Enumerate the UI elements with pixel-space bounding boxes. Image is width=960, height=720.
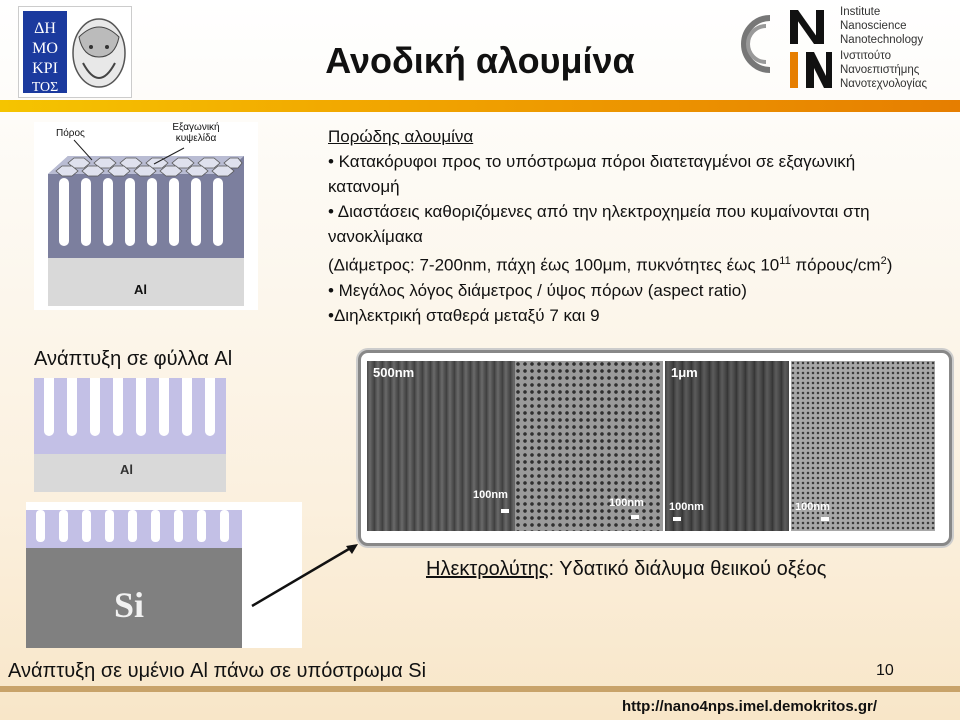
sem-image-top-view-2 [791, 361, 935, 531]
institute-line: Nanotechnology [840, 34, 924, 46]
section-heading: Πορώδης αλουμίνα [328, 127, 474, 146]
al-sheet-label: Al [120, 462, 133, 477]
institute-line: Nanoscience [840, 20, 907, 32]
si-growth-caption: Ανάπτυξη σε υμένιο Al πάνω σε υπόστρωμα Si [8, 660, 427, 682]
al-sheet-diagram [34, 378, 226, 492]
svg-text:ΚΡΙ: ΚΡΙ [32, 60, 58, 77]
text-block [328, 124, 928, 328]
svg-text:ΜΟ: ΜΟ [32, 40, 58, 57]
pore-label: Πόρος [56, 128, 85, 139]
electrolyte-label: Ηλεκτρολύτης [426, 558, 549, 580]
sem-scale-label: 100nm [609, 497, 644, 509]
bullet-dimensions: • Διαστάσεις καθοριζόμενες από την ηλεκτροχημεία που κυμαίνονται στη νανοκλίμακα [328, 202, 870, 246]
al-label: Al [134, 282, 147, 297]
bullet-vertical-pores: • Κατακόρυφοι προς το υπόστρωμα πόροι διατεταγμένοι σε εξαγωνική κατανομή [328, 152, 856, 196]
sem-image-cross-section-1 [367, 361, 515, 531]
sem-image-cross-section-2 [665, 361, 789, 531]
sem-scale-label: 500nm [373, 365, 415, 380]
si-label: Si [114, 585, 145, 625]
svg-text:ΔΗ: ΔΗ [34, 20, 56, 37]
institute-line: Ινστιτούτο [840, 50, 891, 62]
sheet-growth-caption: Ανάπτυξη σε φύλλα Al [34, 348, 233, 370]
dims-text-c: ) [886, 255, 893, 275]
institute-line: Institute [840, 6, 881, 18]
scale-bar [673, 517, 681, 521]
electrolyte-line [426, 558, 826, 581]
dimensions-detail [328, 249, 928, 278]
footer-url[interactable]: http://nano4nps.imel.demokritos.gr/ [622, 698, 878, 715]
dims-exponent: 2 [880, 255, 887, 267]
arrow-icon [250, 540, 360, 610]
footer-rule [0, 686, 960, 692]
scale-bar [501, 509, 509, 513]
slide-title: Ανοδική αλουμίνα [325, 40, 635, 81]
header-rule [0, 100, 960, 112]
dims-text-b: πόρους/cm [790, 255, 881, 275]
dims-exponent: 11 [779, 255, 791, 267]
porous-alumina-diagram [34, 122, 258, 310]
sem-image-top-view-1 [515, 361, 663, 531]
sem-images-panel [358, 350, 952, 546]
sem-scale-label: 1μm [671, 365, 698, 380]
electrolyte-text: : Υδατικό διάλυμα θειικού οξέος [548, 558, 827, 580]
page-number: 10 [876, 662, 894, 679]
sem-scale-label: 100nm [669, 501, 704, 513]
sem-scale-label: 100nm [473, 489, 508, 501]
institute-line: Νανοεπιστήμης [840, 64, 920, 76]
hex-cell-label: Εξαγωνική κυψελίδα [172, 122, 220, 144]
institute-line: Νανοτεχνολογίας [840, 78, 928, 90]
scale-bar [631, 515, 639, 519]
dims-text-a: (Διάμετρος: 7-200nm, πάχη έως 100μm, πυκνότητες έως 10 [328, 255, 780, 275]
svg-text:ΤΟΣ: ΤΟΣ [31, 80, 59, 95]
institute-logo [736, 4, 956, 96]
bullet-dielectric: •Διηλεκτρική σταθερά μεταξύ 7 και 9 [328, 305, 600, 325]
scale-bar [821, 517, 829, 521]
sem-scale-label: 100nm [795, 501, 830, 513]
bullet-aspect-ratio: • Μεγάλος λόγος διάμετρος / ύψος πόρων (aspect ratio) [328, 280, 747, 300]
